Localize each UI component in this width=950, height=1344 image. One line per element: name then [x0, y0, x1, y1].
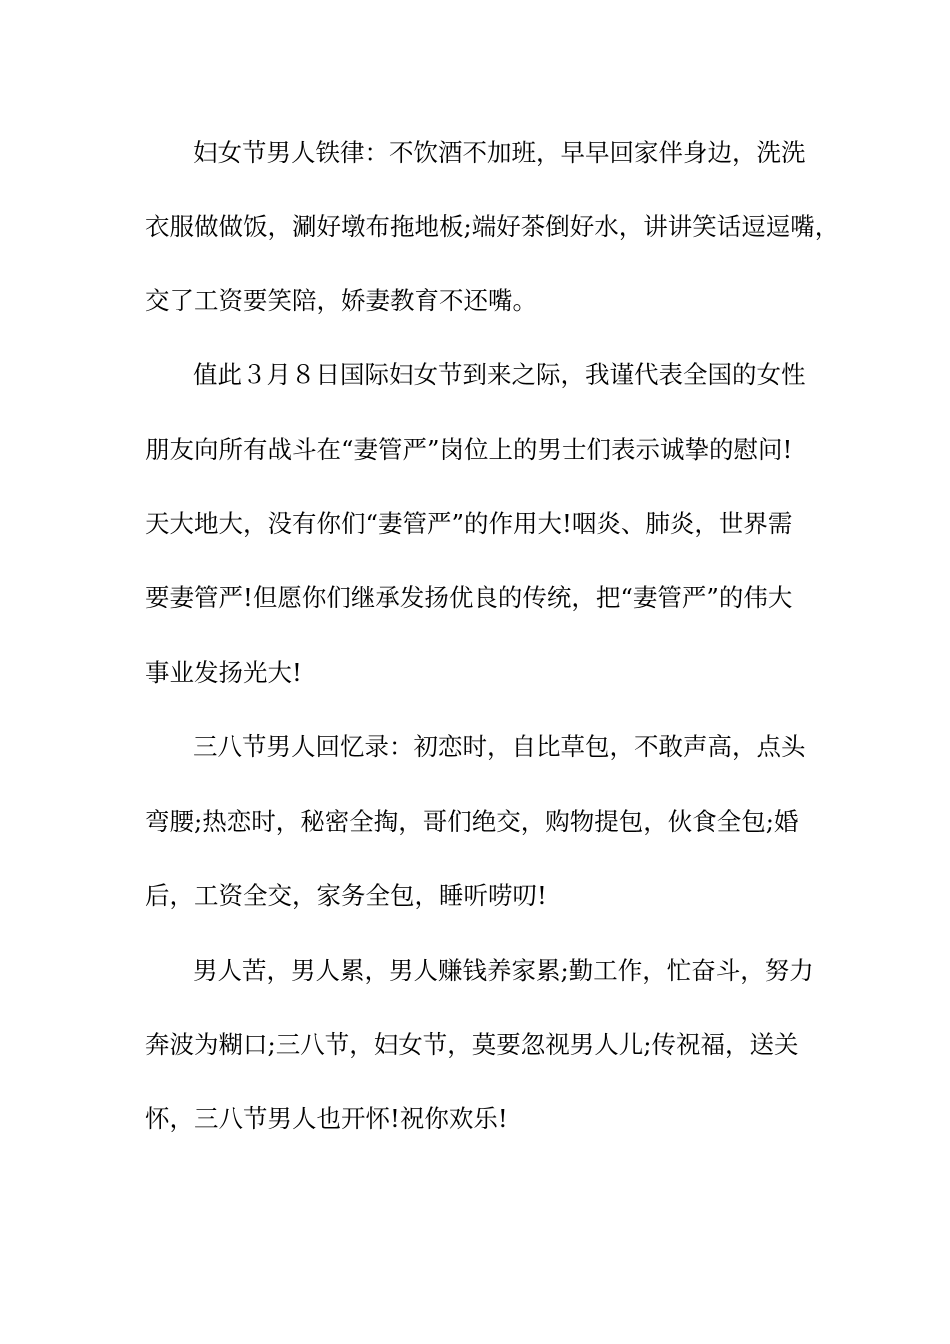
paragraph-2-line-3: 天大地大，没有你们“妻管严”的作用大!咽炎、肺炎，世界需 — [145, 509, 793, 538]
paragraph-1-line-1: 妇女节男人铁律：不饮酒不加班，早早回家伴身边，洗洗 — [193, 138, 806, 167]
paragraph-2-line-1: 值此３月８日国际妇女节到来之际，我谨代表全国的女性 — [193, 360, 806, 389]
paragraph-4-line-3: 怀，三八节男人也开怀!祝你欢乐! — [145, 1104, 508, 1133]
paragraph-2-line-5: 事业发扬光大! — [145, 658, 302, 687]
paragraph-1-line-2: 衣服做做饭，涮好墩布拖地板;端好茶倒好水，讲讲笑话逗逗嘴， — [145, 212, 840, 241]
paragraph-3-line-2: 弯腰;热恋时，秘密全掏，哥们绝交，购物提包，伙食全包;婚 — [145, 807, 799, 836]
paragraph-4-line-1: 男人苦，男人累，男人赚钱养家累;勤工作，忙奋斗，努力 — [193, 956, 814, 985]
paragraph-4-line-2: 奔波为糊口;三八节，妇女节，莫要忽视男人儿;传祝福，送关 — [145, 1030, 799, 1059]
paragraph-2-line-4: 要妻管严!但愿你们继承发扬优良的传统，把“妻管严”的伟大 — [145, 583, 793, 612]
paragraph-2-line-2: 朋友向所有战斗在“妻管严”岗位上的男士们表示诚挚的慰问! — [145, 435, 793, 464]
paragraph-1-line-3: 交了工资要笑陪，娇妻教育不还嘴。 — [145, 286, 537, 315]
paragraph-3-line-1: 三八节男人回忆录：初恋时，自比草包，不敢声高，点头 — [193, 732, 806, 761]
paragraph-3-line-3: 后，工资全交，家务全包，睡听唠叨! — [145, 881, 547, 910]
